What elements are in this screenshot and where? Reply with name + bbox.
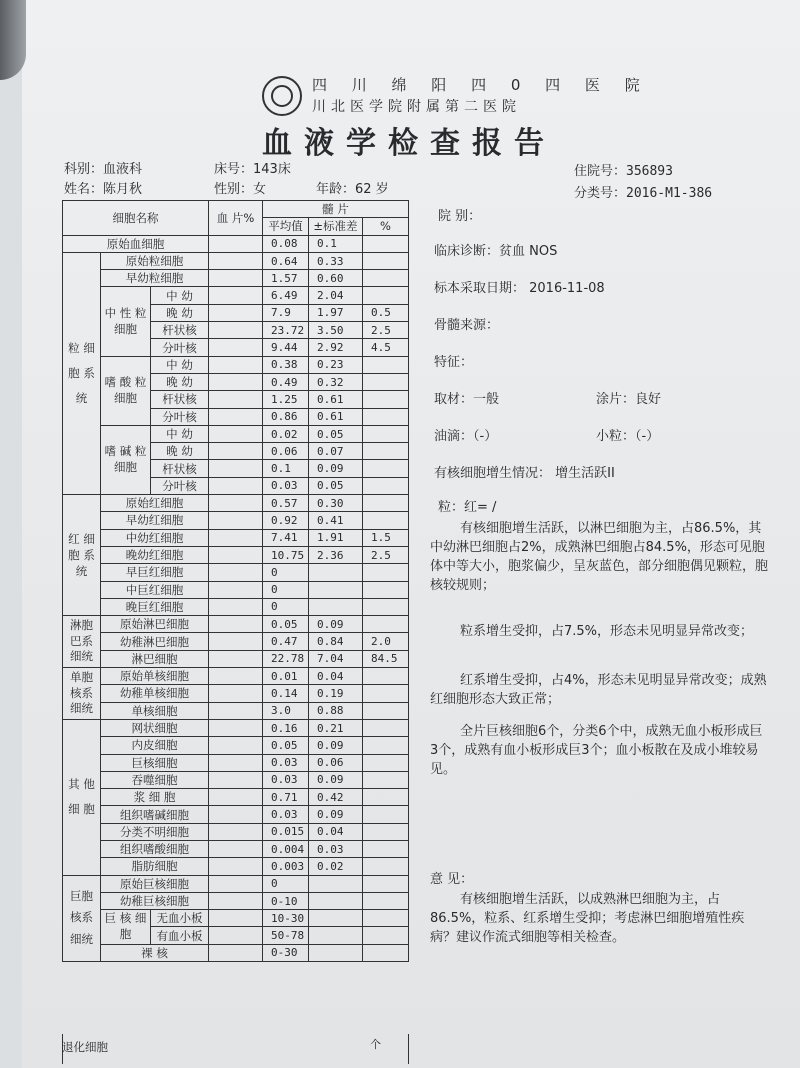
table-row: 红 细 胞 系 统 原始红细胞 0.57 0.30 [63, 495, 409, 512]
table-row: 分叶核 0.86 0.61 [63, 408, 409, 425]
hospital-number: 住院号：356893 [574, 164, 673, 179]
group-monocyte: 单胞 核系 细统 [63, 668, 101, 720]
table-row: 早幼红细胞 0.92 0.41 [63, 512, 409, 529]
ratio: 粒：红= / [438, 500, 497, 515]
group-neutrophil: 中 性 粒细胞 [101, 287, 151, 356]
bed-number: 床号：143床 [214, 162, 291, 177]
table-row: 幼稚巨核细胞 0-10 [63, 892, 409, 909]
header-marrow-smear: 髓 片 [263, 201, 409, 218]
class-number: 分类号：2016-M1-386 [574, 186, 713, 201]
header-blood-smear: 血 片% [209, 201, 263, 236]
table-row: 分类不明细胞 0.015 0.04 [63, 823, 409, 840]
table-row: 脂肪细胞 0.003 0.02 [63, 858, 409, 875]
header-sd: ±标准差 [309, 218, 363, 235]
patient-age: 年龄：62 岁 [316, 182, 389, 197]
table-row: 原始血细胞 0.08 0.1 [63, 235, 409, 252]
oil-drops: 油滴：（-） [434, 429, 498, 444]
table-row: 早巨红细胞 0 [63, 564, 409, 581]
table-row: 裸 核 0-30 [63, 944, 409, 961]
table-border-right [408, 1034, 409, 1064]
opinion-label: 意 见： [430, 872, 474, 887]
group-basophil: 嗜 碱 粒细胞 [101, 425, 151, 494]
table-row: 有血小板 50-78 [63, 927, 409, 944]
table-row: 嗜 酸 粒细胞 中 幼 0.38 0.23 [63, 356, 409, 373]
group-megakaryocyte-sub: 巨 核 细 胞 [101, 910, 151, 945]
finding-erythroid: 红系增生受抑，占4%，形态未见明显异常改变；成熟红细胞形态大致正常； [430, 673, 767, 707]
site: 院 别： [438, 209, 482, 224]
clinical-diagnosis: 临床诊断：贫血 NOS [434, 244, 558, 259]
hospital-logo-icon [262, 76, 302, 116]
header-cell-name: 细胞名称 [63, 201, 209, 236]
table-row: 分叶核 9.44 2.92 4.5 [63, 339, 409, 356]
table-row: 晚巨红细胞 0 [63, 598, 409, 615]
table-row: 幼稚单核细胞 0.14 0.19 [63, 685, 409, 702]
table-row: 其 他 细 胞 网状细胞 0.16 0.21 [63, 719, 409, 736]
table-row: 淋胞 巴系 细统 原始淋巴细胞 0.05 0.09 [63, 616, 409, 633]
table-row: 内皮细胞 0.05 0.09 [63, 737, 409, 754]
finding-lymphocyte: 有核细胞增生活跃，以淋巴细胞为主，占86.5%，其中幼淋巴细胞占2%，成熟淋巴细胞占84.5%，形态可见胞体中等大小，胞浆偏少，呈灰蓝色，部分细胞偶见颗粒，胞核较规则； [430, 521, 769, 593]
opinion-text: 有核细胞增生活跃，以成熟淋巴细胞为主，占86.5%，粒系、红系增生受抑；考虑淋巴细胞增殖性疾病？建议作流式细胞等相关检查。 [430, 892, 745, 945]
table-row: 幼稚淋巴细胞 0.47 0.84 2.0 [63, 633, 409, 650]
cell-count-table [62, 200, 409, 962]
table-row: 淋巴细胞 22.78 7.04 84.5 [63, 650, 409, 667]
table-row: 中巨红细胞 0 [63, 581, 409, 598]
table-header [63, 201, 409, 218]
group-erythroid: 红 细 胞 系 统 [63, 495, 101, 616]
hospital-affiliation: 川北医学院附属第二医院 [312, 99, 521, 115]
group-other: 其 他 细 胞 [63, 719, 101, 875]
table-row: 浆 细 胞 0.71 0.42 [63, 789, 409, 806]
proliferation: 有核细胞增生情况： 增生活跃II [434, 466, 615, 481]
header-pct: % [363, 218, 409, 235]
table-row: 巨 核 细 胞 无血小板 10-30 [63, 910, 409, 927]
finding-granulocyte: 粒系增生受抑，占7.5%，形态未见明显异常改变； [460, 624, 754, 639]
table-row: 晚幼红细胞 10.75 2.36 2.5 [63, 546, 409, 563]
small-particles: 小粒：（-） [596, 429, 660, 444]
table-row: 吞噬细胞 0.03 0.09 [63, 771, 409, 788]
table-row: 晚 幼 7.9 1.97 0.5 [63, 304, 409, 321]
group-megakaryocyte: 巨胞 核系 细统 [63, 875, 101, 961]
group-granulocyte: 粒 细 胞 系 统 [63, 252, 101, 494]
table-row: 单核细胞 3.0 0.88 [63, 702, 409, 719]
table-row: 嗜 碱 粒细胞 中 幼 0.02 0.05 [63, 425, 409, 442]
dept: 科别：血液科 [64, 162, 143, 177]
table-row: 组织嗜酸细胞 0.004 0.03 [63, 840, 409, 857]
marrow-source: 骨髓来源： [434, 318, 500, 333]
degenerated-cell-label: 退化细胞 [62, 1040, 108, 1054]
table-row: 巨胞 核系 细统 原始巨核细胞 0 [63, 875, 409, 892]
table-row: 早幼粒细胞 1.57 0.60 [63, 270, 409, 287]
features: 特征： [434, 355, 474, 370]
table-row: 晚 幼 0.49 0.32 [63, 373, 409, 390]
table-row: 粒 细 胞 系 统 原始粒细胞 0.64 0.33 [63, 252, 409, 269]
material: 取材：一般 [434, 392, 500, 407]
patient-sex: 性别：女 [214, 182, 267, 197]
group-eosinophil: 嗜 酸 粒细胞 [101, 356, 151, 425]
table-row: 杆状核 23.72 3.50 2.5 [63, 322, 409, 339]
patient-name: 姓名：陈月秋 [64, 182, 143, 197]
group-lymphocyte: 淋胞 巴系 细统 [63, 616, 101, 668]
table-row: 单胞 核系 细统 原始单核细胞 0.01 0.04 [63, 668, 409, 685]
table-row: 杆状核 0.1 0.09 [63, 460, 409, 477]
table-row: 杆状核 1.25 0.61 [63, 391, 409, 408]
report-title: 血液学检查报告 [262, 126, 556, 161]
table-row: 晚 幼 0.06 0.07 [63, 443, 409, 460]
degenerated-cell-mark: 个 [370, 1038, 381, 1051]
hospital-name: 四 川 绵 阳 四 0 四 医 院 [312, 76, 650, 94]
sample-date: 标本采取日期： 2016-11-08 [434, 281, 605, 296]
table-row: 中 性 粒细胞 中 幼 6.49 2.04 [63, 287, 409, 304]
smear: 涂片：良好 [596, 392, 662, 407]
header-mean: 平均值 [263, 218, 309, 235]
table-row: 组织嗜碱细胞 0.03 0.09 [63, 806, 409, 823]
table-row: 中幼红细胞 7.41 1.91 1.5 [63, 529, 409, 546]
table-row: 巨核细胞 0.03 0.06 [63, 754, 409, 771]
table-row: 分叶核 0.03 0.05 [63, 477, 409, 494]
finding-megakaryocyte: 全片巨核细胞6个，分类6个中，成熟无血小板形成巨3个，成熟有血小板形成巨3个；血小板散在及成小堆较易见。 [430, 724, 763, 777]
